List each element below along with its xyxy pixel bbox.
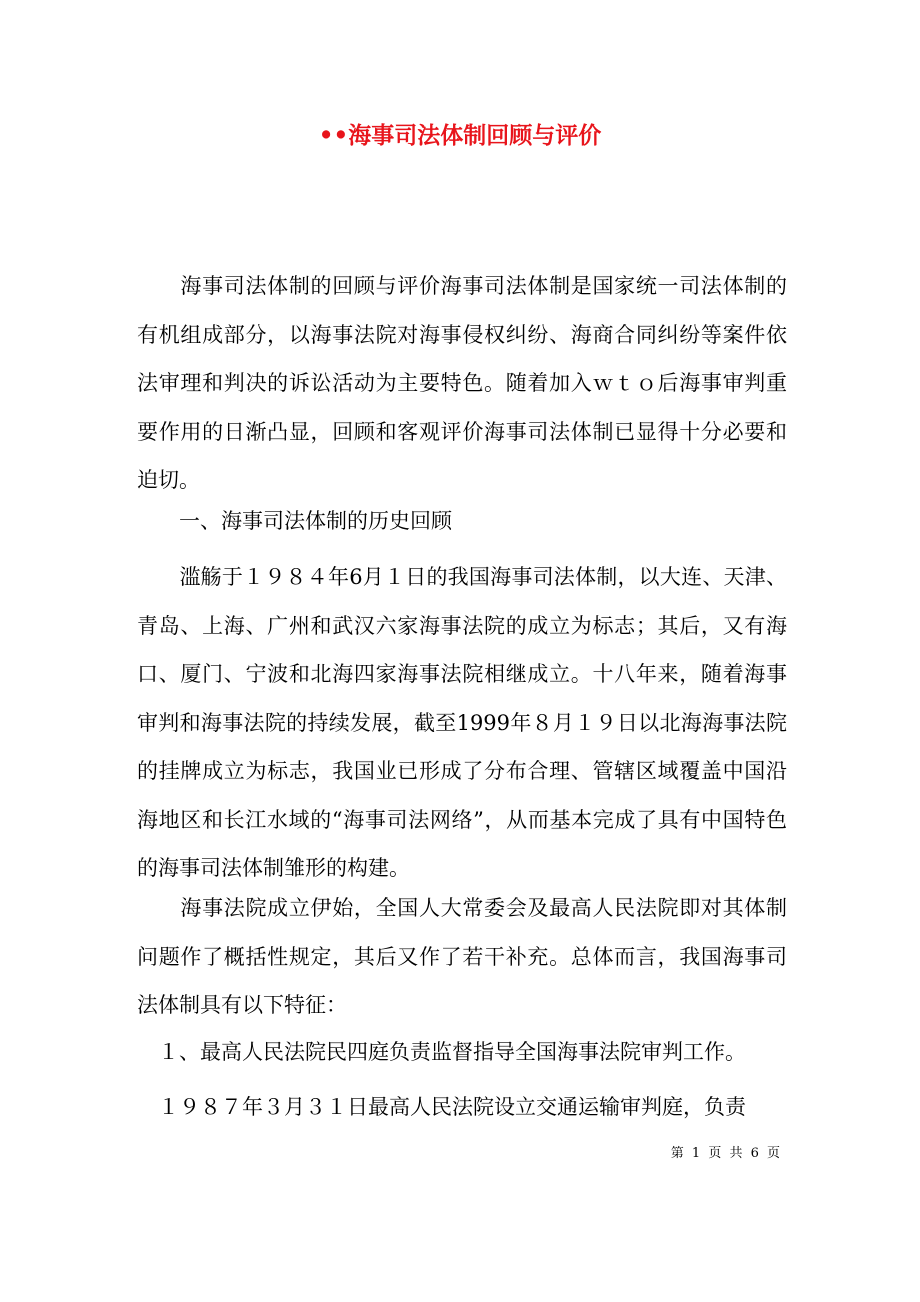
paragraph: 滥觞于１９８４年6月１日的我国海事司法体制，以大连、天津、青岛、上海、广州和武汉六家海事法院的成立为标志；其后，又有海口、厦门、宁波和北海四家海事法院相继成立。十八年来，随着海事审判和海事法院的持续发展，截至1999年８月１９日以北海海事法院的挂牌成立为标志，我国业已形成了分布合理、管辖区域覆盖中国沿海地区和长江水域的“海事司法网络”，从而基本完成了具有中国特色的海事司法体制雏形的构建。 <box>137 565 787 880</box>
paragraph: 海事司法体制的回顾与评价海事司法体制是国家统一司法体制的有机组成部分，以海事法院对海事侵权纠纷、海商合同纠纷等案件依法审理和判决的诉讼活动为主要特色。随着加入ｗｔｏ后海事审判重要作用的日渐凸显，回顾和客观评价海事司法体制已显得十分必要和迫切。 <box>137 274 787 492</box>
document-title: ••海事司法体制回顾与评价 <box>318 122 602 149</box>
paragraph-section-heading <box>137 497 787 546</box>
paragraph-1987 <box>137 1083 787 1132</box>
paragraph-features <box>137 884 787 1030</box>
page-footer: 第 1 页 共 6 页 <box>670 1146 782 1161</box>
paragraph-item-1 <box>137 1028 807 1077</box>
paragraph-intro <box>137 262 787 505</box>
paragraph: 海事法院成立伊始，全国人大常委会及最高人民法院即对其体制问题作了概括性规定，其后又作了若干补充。总体而言，我国海事司法体制具有以下特征： <box>137 896 787 1017</box>
paragraph-history <box>137 553 787 893</box>
list-item: １、最高人民法院民四庭负责监督指导全国海事法院审判工作。 <box>137 1040 746 1064</box>
section-heading: 一、海事司法体制的历史回顾 <box>137 509 452 533</box>
paragraph: １９８７年３月３１日最高人民法院设立交通运输审判庭，负责 <box>137 1095 746 1119</box>
